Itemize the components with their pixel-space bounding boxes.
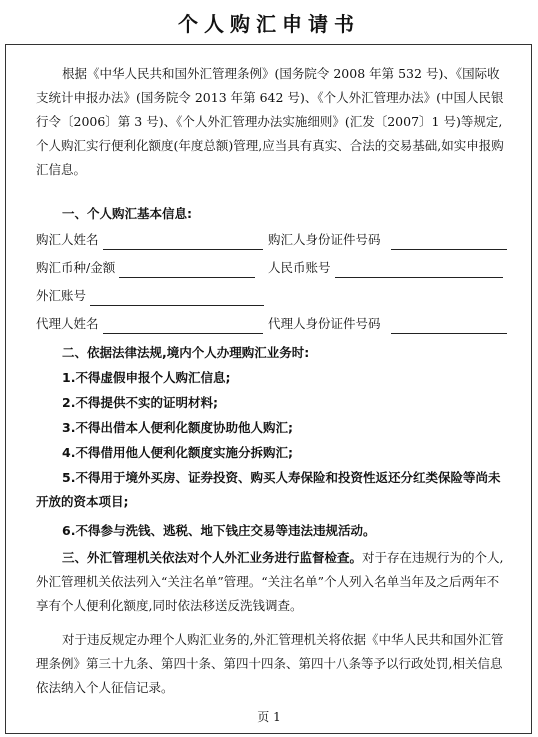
- buyer-name-field[interactable]: [103, 233, 263, 250]
- agent-name-row: [36, 314, 263, 334]
- section1-heading: 一、个人购汇基本信息:: [62, 206, 192, 221]
- rule-item: 6.不得参与洗钱、逃税、地下钱庄交易等违法违规活动。: [62, 523, 376, 538]
- closing-paragraph: 对于违反规定办理个人购汇业务的,外汇管理机关将依据《中华人民共和国外汇管理条例》第三十九条、第四十条、第四十四条、第四十八条等予以行政处罚,相关信息依法纳入个人征信记录。: [36, 632, 504, 695]
- rule-item: 2.不得提供不实的证明材料;: [62, 395, 218, 410]
- section3-text: 对于存在违规行为的个人,外汇管理机关依法列入“关注名单”管理。“关注名单”个人列入名单当年及之后两年不享有个人便利化额度,同时依法移送反洗钱调查。: [36, 550, 504, 613]
- section3-paragraph: [36, 546, 506, 618]
- rule-item: 1.不得虚假申报个人购汇信息;: [62, 370, 231, 385]
- section2-heading: 二、依据法律法规,境内个人办理购汇业务时:: [62, 345, 310, 360]
- page-number: 页 1: [257, 710, 281, 724]
- currency-amount-label: 购汇币种/金额: [36, 260, 116, 275]
- currency-amount-field[interactable]: [119, 261, 255, 278]
- currency-amount-row: [36, 258, 255, 278]
- agent-name-label: 代理人姓名: [36, 316, 99, 331]
- agent-name-field[interactable]: [103, 317, 263, 334]
- buyer-id-label: 购汇人身份证件号码: [268, 232, 381, 247]
- rule-item: 4.不得借用他人便利化额度实施分拆购汇;: [62, 445, 293, 460]
- section3-heading: 三、外汇管理机关依法对个人外汇业务进行监督检查。: [62, 550, 363, 565]
- agent-id-label: 代理人身份证件号码: [268, 316, 381, 331]
- fx-account-label: 外汇账号: [36, 288, 87, 303]
- intro-paragraph: 根据《中华人民共和国外汇管理条例》(国务院令 2008 年第 532 号)、《国际收支统计申报办法》(国务院令 2013 年第 642 号)、《个人外汇管理办法》(中国人民银行令〔2006〕第 3 号)、《个人外汇管理办法实施细则》(汇发〔2007〕1 号)等规定,个人购汇实行便利化额度(年度总额)管理,应当具有真实、合法的交易基础,如实申报购汇信息。: [36, 66, 504, 177]
- rmb-account-row: [268, 258, 503, 278]
- rule-item: 5.不得用于境外买房、证券投资、购买人寿保险和投资性返还分红类保险等尚未开放的资本项目;: [36, 470, 501, 509]
- document-title: 个人购汇申请书: [178, 12, 360, 36]
- buyer-name-row: [36, 230, 263, 250]
- buyer-name-label: 购汇人姓名: [36, 232, 99, 247]
- agent-id-field[interactable]: [391, 317, 507, 334]
- rmb-account-field[interactable]: [335, 261, 503, 278]
- fx-account-row: [36, 286, 264, 306]
- rmb-account-label: 人民币账号: [268, 260, 331, 275]
- buyer-id-field[interactable]: [391, 233, 507, 250]
- agent-id-row: [268, 314, 507, 334]
- buyer-id-row: [268, 230, 507, 250]
- fx-account-field[interactable]: [90, 289, 264, 306]
- rule-item: 3.不得出借本人便利化额度协助他人购汇;: [62, 420, 293, 435]
